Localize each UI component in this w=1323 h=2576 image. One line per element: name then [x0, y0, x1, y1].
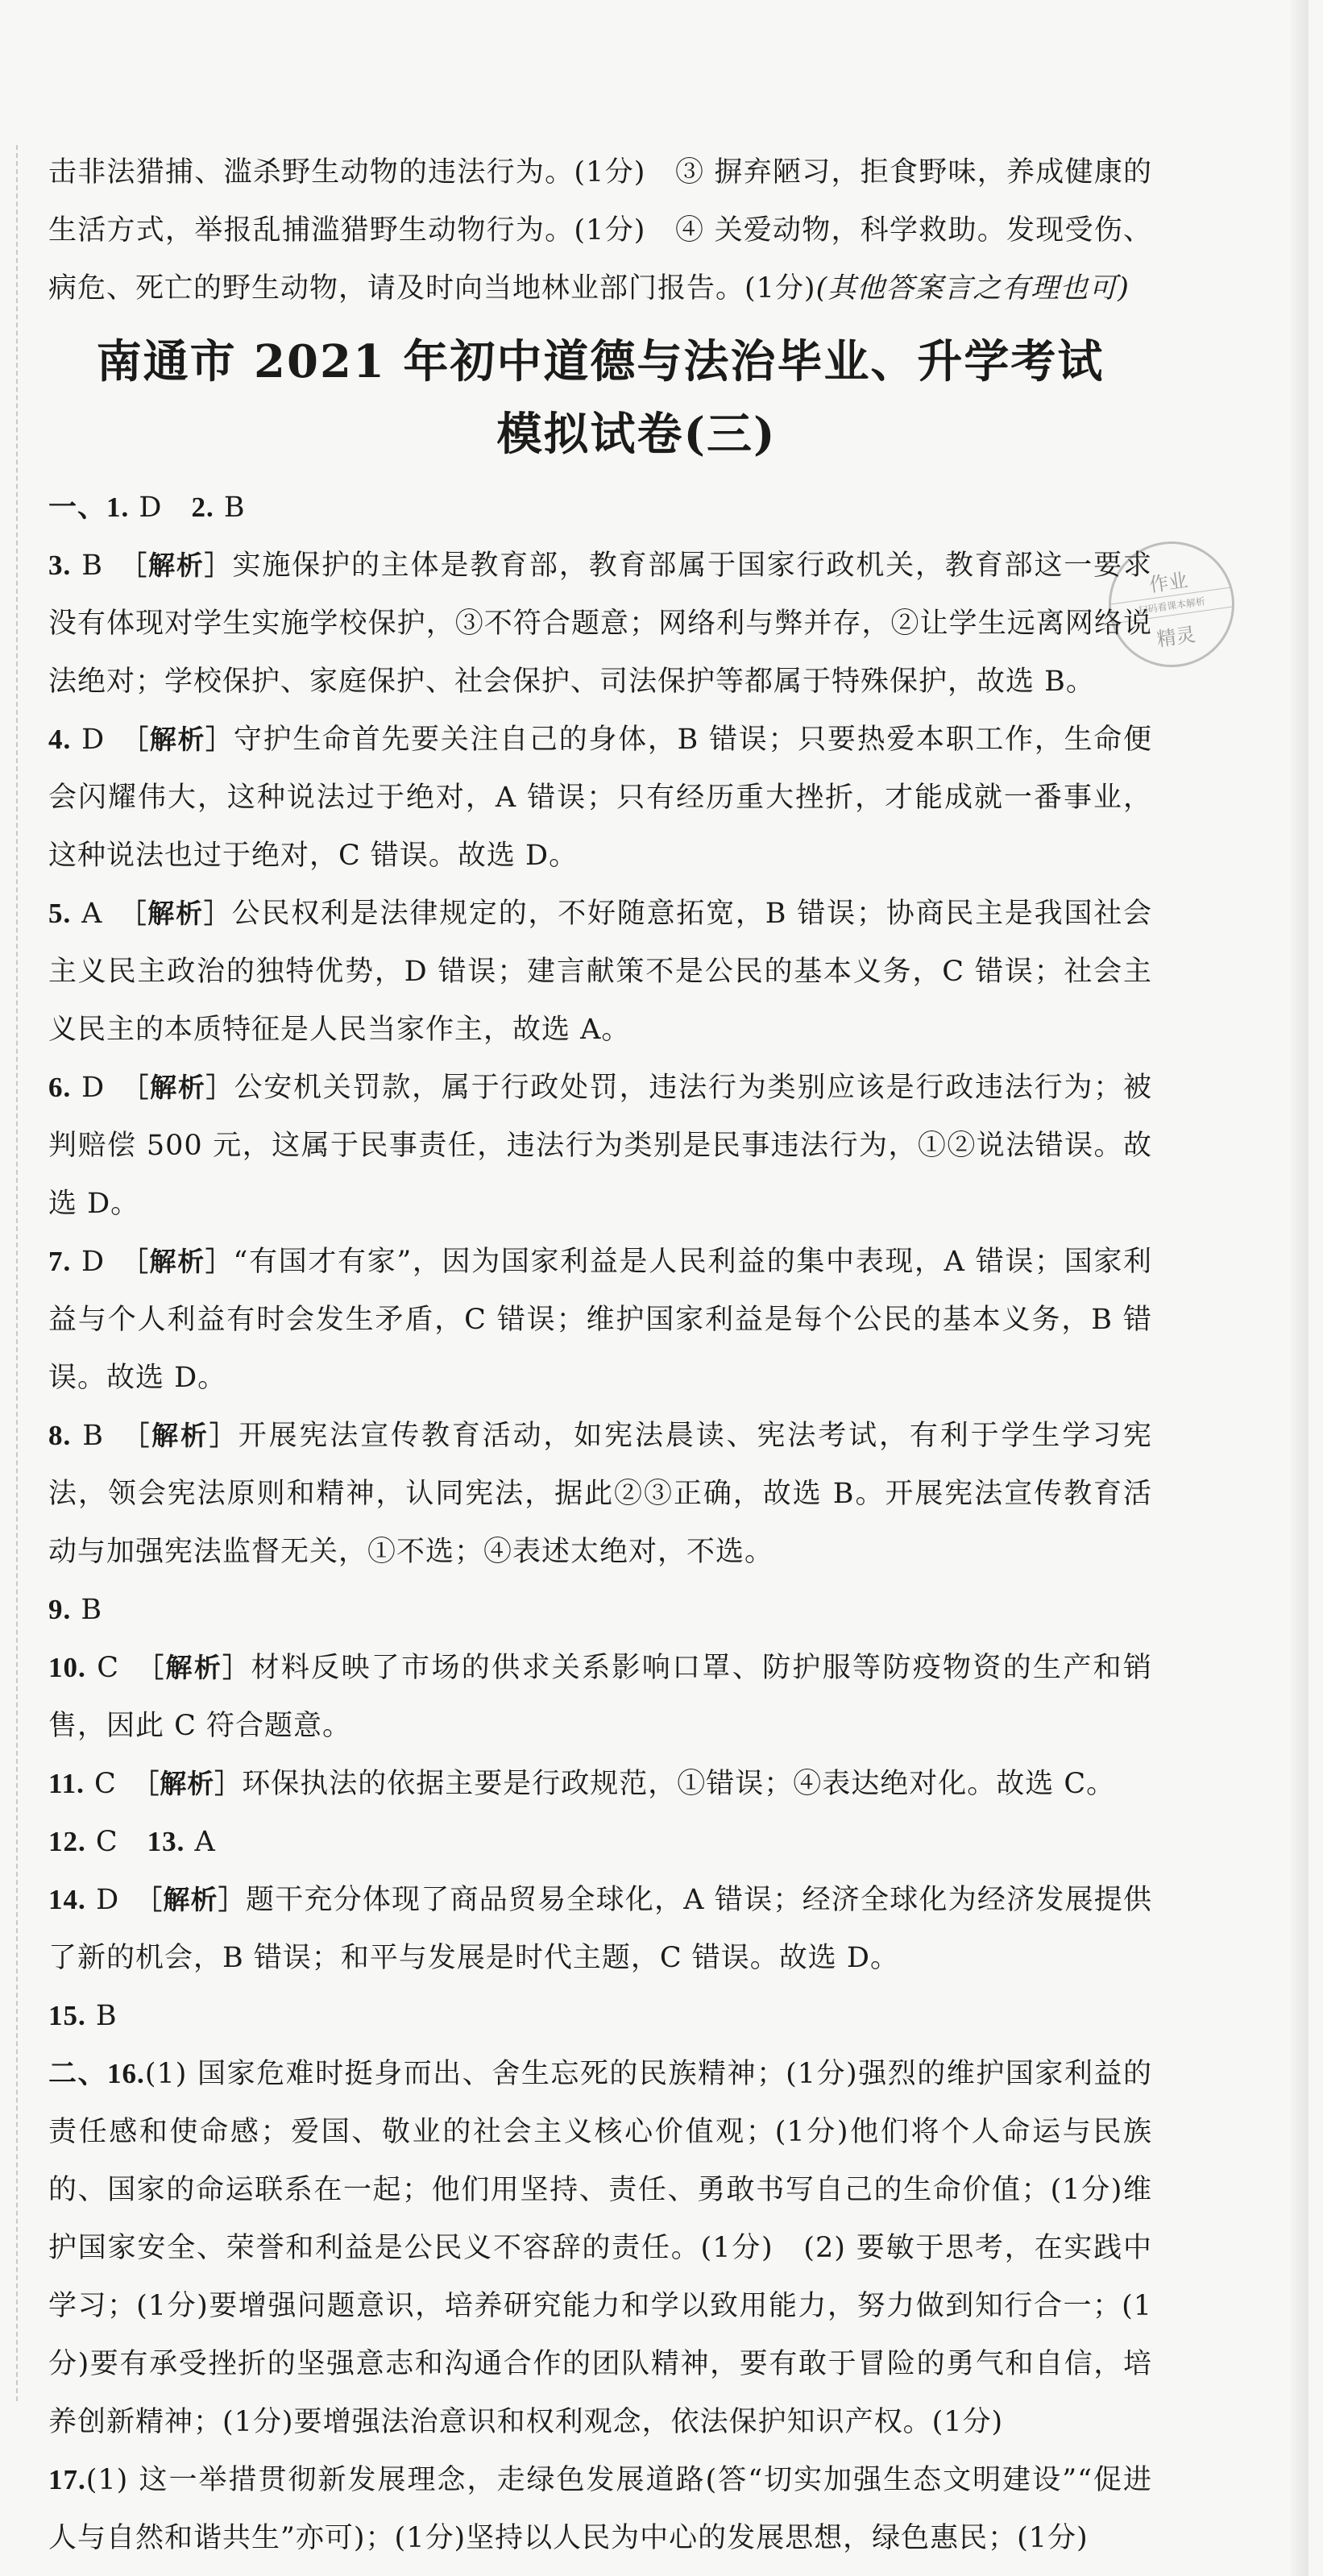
- analysis-tag: ［解析］: [135, 724, 234, 755]
- answer-item-8: 8. B ［解析］开展宪法宣传教育活动，如宪法晨读、宪法考试，有利于学生学习宪法，领会宪法原则和精神，认同宪法，据此②③正确，故选 B。开展宪法宣传教育活动与加强宪法监督无关，①不选；④表述太绝对，不选。: [48, 1420, 1152, 1568]
- analysis-tag: ［解析］: [148, 1884, 246, 1915]
- analysis-tag: ［解析］: [150, 1652, 251, 1683]
- exam-title-line1: 南通市 2021 年初中道德与法治毕业、升学考试: [96, 335, 1105, 388]
- remark-note: (其他答案言之有理也可): [815, 272, 1130, 305]
- answer-item-12-13: 12. C 13. A: [48, 1826, 216, 1858]
- analysis-tag: ［解析］: [135, 1072, 234, 1103]
- analysis-tag: ［解析］: [133, 898, 232, 929]
- previous-answer-continuation: 击非法猎捕、滥杀野生动物的违法行为。(1分) ③ 摒弃陋习，拒食野味，养成健康的生活方式，举报乱捕滥猎野生动物行为。(1分) ④ 关爱动物，科学救助。发现受伤、病危、死亡的野生动物，请及时向当地林业部门报告。(1分)(其他答案言之有理也可): [48, 156, 1152, 305]
- answer-item-6: 6. D ［解析］公安机关罚款，属于行政处罚，违法行为类别应该是行政违法行为；被判赔偿 500 元，这属于民事责任，违法行为类别是民事违法行为，①②说法错误。故选 D。: [48, 1072, 1152, 1220]
- answer-item-7: 7. D ［解析］“有国才有家”，因为国家利益是人民利益的集中表现，A 错误；国家利益与个人利益有时会发生矛盾，C 错误；维护国家利益是每个公民的基本义务，B 错误。故选 D。: [48, 1246, 1153, 1394]
- answer-content: [48, 143, 1152, 2567]
- answer-item-17: 17.(1) 这一举措贯彻新发展理念，走绿色发展道路(答“切实加强生态文明建设”“促进人与自然和谐共生”亦可)；(1分)坚持以人民为中心的发展思想，绿色惠民；(1分): [48, 2464, 1152, 2554]
- answer-item-9: 9. B: [48, 1594, 103, 1626]
- answer-item-3: 3. B ［解析］实施保护的主体是教育部，教育部属于国家行政机关，教育部这一要求没有体现对学生实施学校保护，③不符合题意；网络利与弊并存，②让学生远离网络说法绝对；学校保护、家庭保护、社会保护、司法保护等都属于特殊保护，故选 B。: [48, 550, 1152, 698]
- answer-item-4: 4. D ［解析］守护生命首先要关注自己的身体，B 错误；只要热爱本职工作，生命便会闪耀伟大，这种说法过于绝对，A 错误；只有经历重大挫折，才能成就一番事业，这种说法也过于绝对，C 错误。故选 D。: [48, 724, 1153, 872]
- answer-item-16: 二、16.(1) 国家危难时挺身而出、舍生忘死的民族精神；(1分)强烈的维护国家利益的责任感和使命感；爱国、敬业的社会主义核心价值观；(1分)他们将个人命运与民族的、国家的命运联系在一起；他们用坚持、责任、勇敢书写自己的生命价值；(1分)维护国家安全、荣誉和利益是公民义不容辞的责任。(1分) (2) 要敏于思考，在实践中学习；(1分)要增强问题意识，培养研究能力和学以致用能力，努力做到知行合一；(1分)要有承受挫折的坚强意志和沟通合作的团队精神，要有敢于冒险的勇气和自信，培养创新精神；(1分)要增强法治意识和权利观念，依法保护知识产权。(1分): [48, 2058, 1152, 2438]
- page-edge-shadow: [1291, 0, 1308, 2576]
- answer-item-1-2: 一、1. D 2. B: [48, 492, 246, 524]
- analysis-tag: ［解析］: [133, 550, 233, 581]
- answer-item-11: 11. C ［解析］环保执法的依据主要是行政规范，①错误；④表达绝对化。故选 C。: [48, 1768, 1116, 1800]
- watermark-stamp: 作业 扫码看课本解析 精灵: [1101, 533, 1242, 675]
- analysis-tag: ［解析］: [145, 1768, 243, 1799]
- analysis-tag: ［解析］: [135, 1246, 234, 1277]
- answer-item-10: 10. C ［解析］材料反映了市场的供求关系影响口罩、防护服等防疫物资的生产和销售，因此 C 符合题意。: [48, 1652, 1153, 1742]
- answer-item-15: 15. B: [48, 2000, 118, 2032]
- binding-margin-line: [16, 145, 18, 2401]
- analysis-tag: ［解析］: [135, 1420, 238, 1451]
- answer-item-5: 5. A ［解析］公民权利是法律规定的，不好随意拓宽，B 错误；协商民主是我国社会主义民主政治的独特优势，D 错误；建言献策不是公民的基本义务，C 错误；社会主义民主的本质特征是人民当家作主，故选 A。: [48, 898, 1153, 1046]
- exam-title-line2: 模拟试卷(三): [496, 408, 777, 461]
- exam-title: [48, 326, 1152, 471]
- answer-item-14: 14. D ［解析］题干充分体现了商品贸易全球化，A 错误；经济全球化为经济发展提供了新的机会，B 错误；和平与发展是时代主题，C 错误。故选 D。: [48, 1884, 1153, 1974]
